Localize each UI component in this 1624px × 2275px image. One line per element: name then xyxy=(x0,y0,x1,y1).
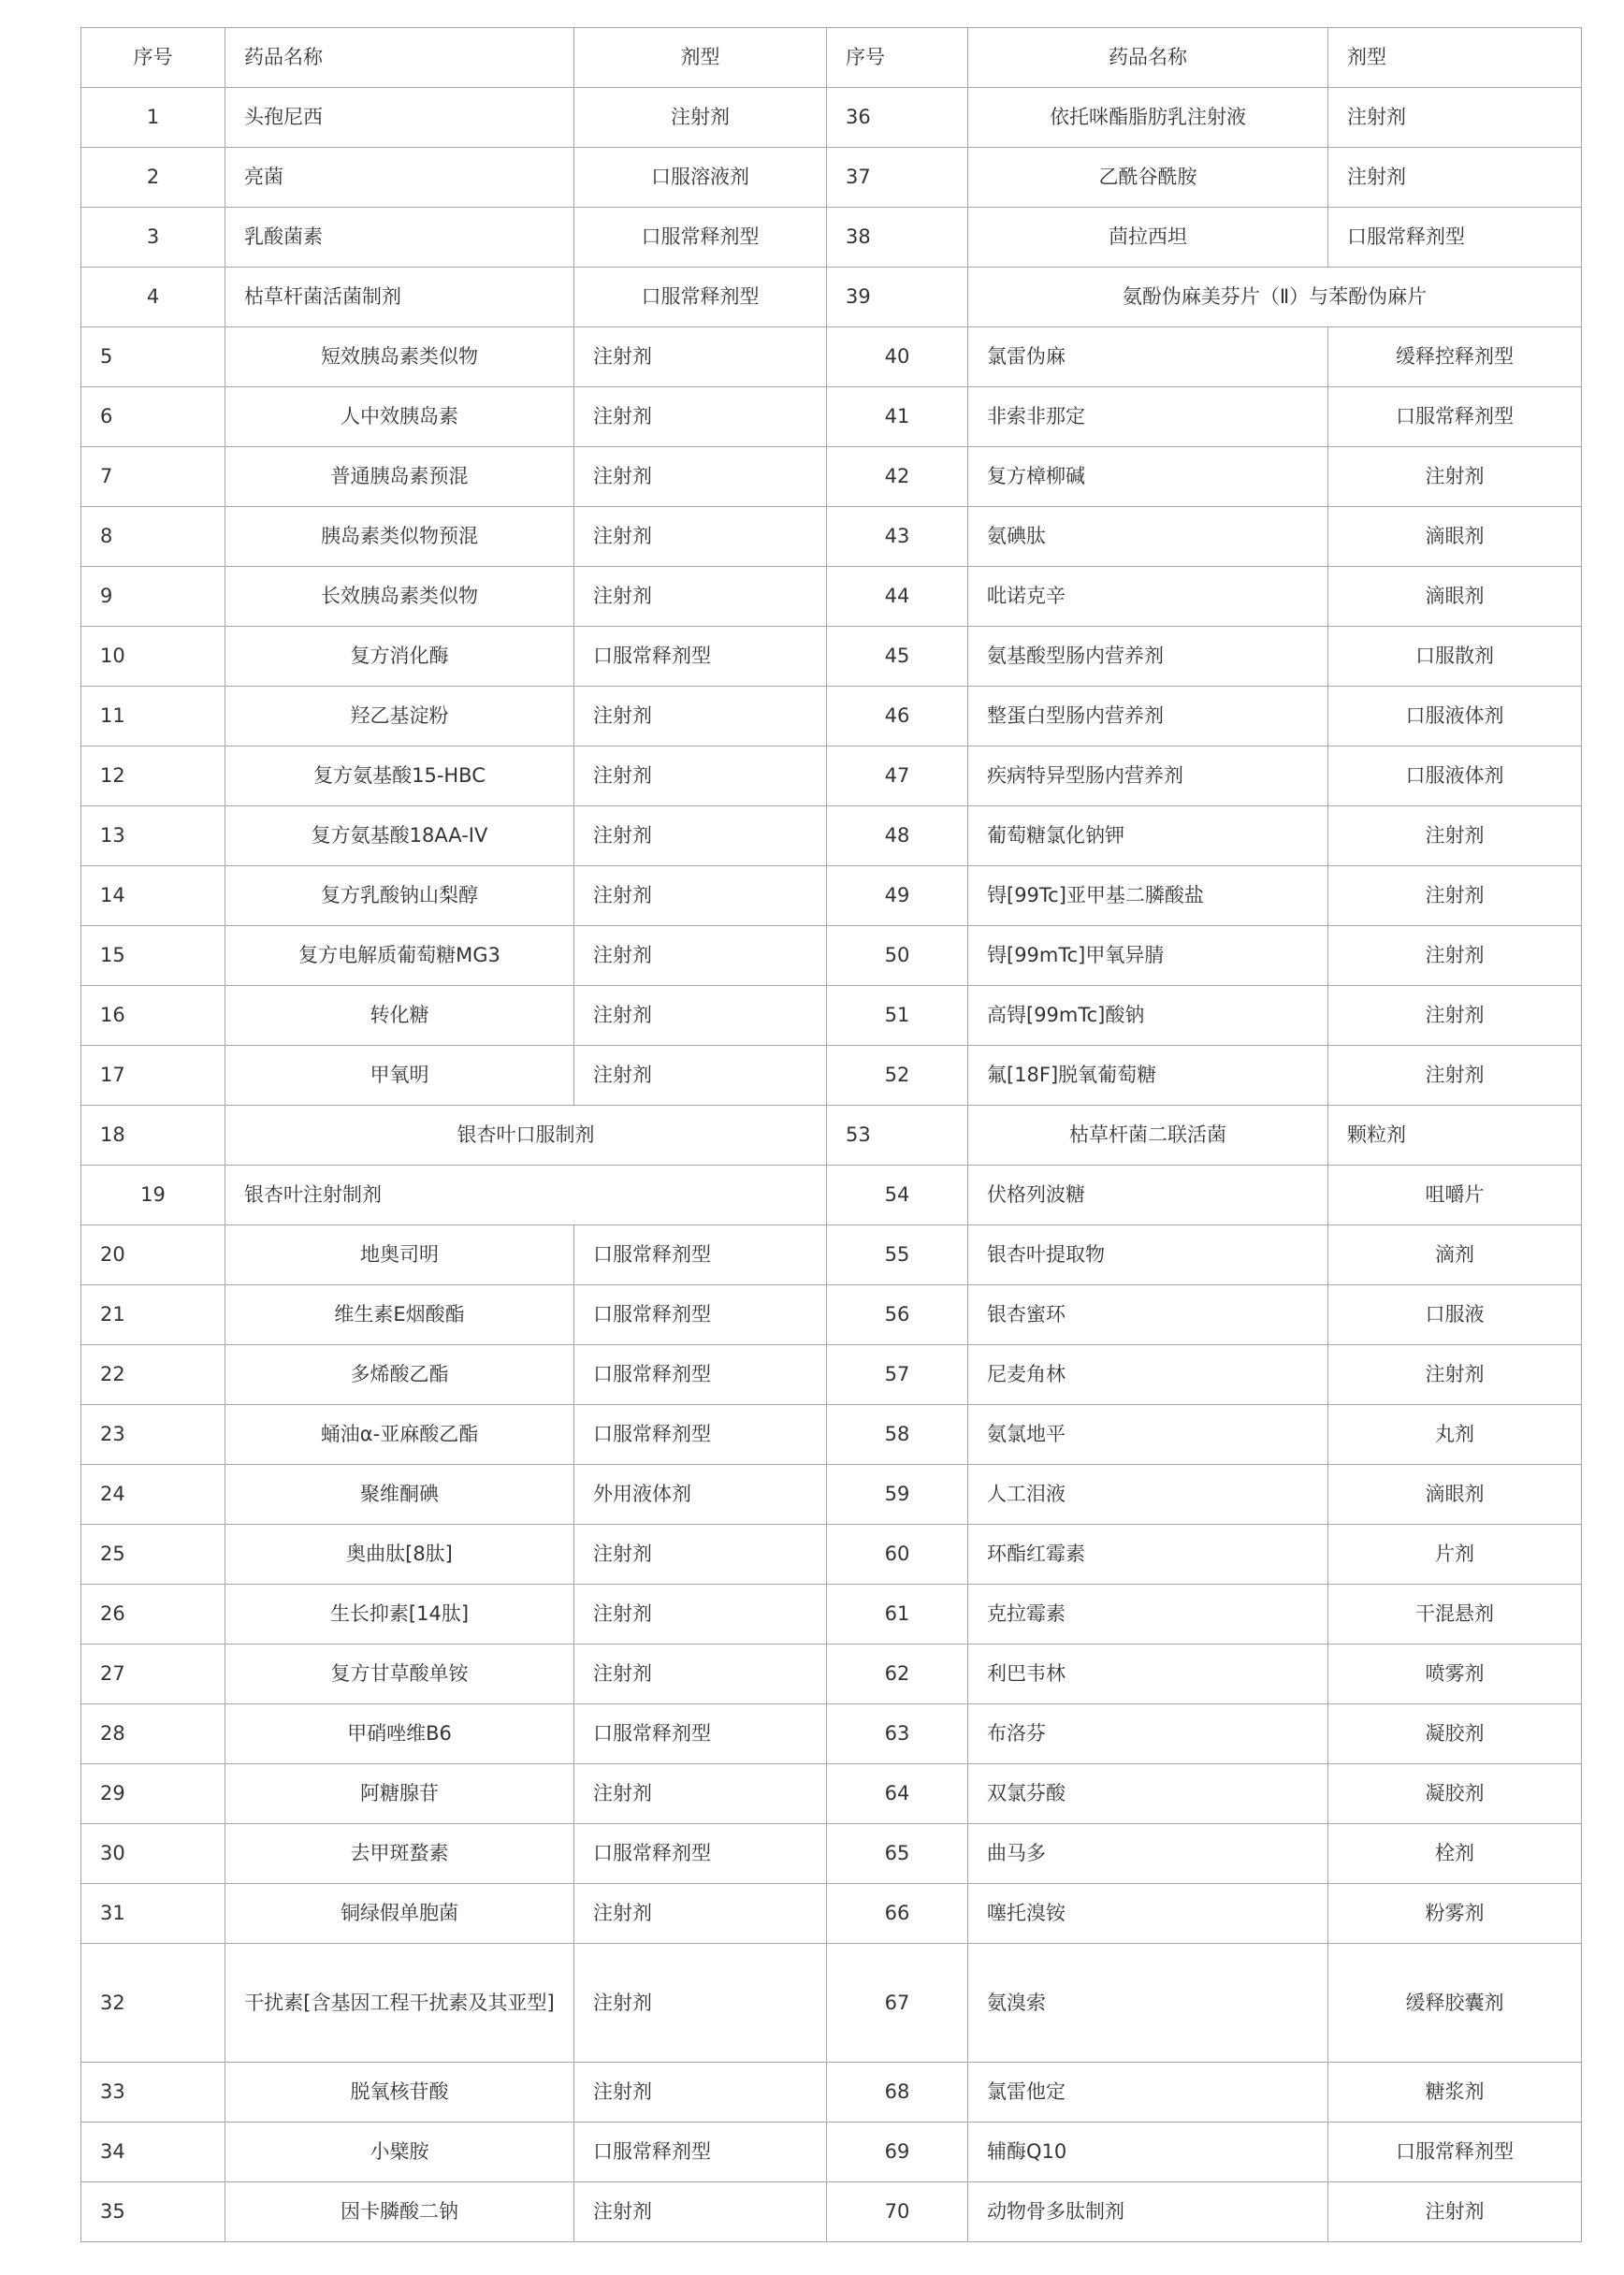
table-row xyxy=(81,1884,1582,1944)
table-row xyxy=(81,1764,1582,1824)
drug-dosage-form-cell-right: 丸剂 xyxy=(1328,1405,1582,1465)
drug-dosage-form-cell: 注射剂 xyxy=(574,926,827,986)
drug-index-cell-right: 50 xyxy=(827,926,968,986)
drug-dosage-form-cell-right: 注射剂 xyxy=(1328,1046,1582,1106)
drug-dosage-form-cell: 注射剂 xyxy=(574,806,827,866)
drug-index-cell: 24 xyxy=(81,1465,225,1525)
drug-index-cell: 1 xyxy=(81,88,225,148)
drug-dosage-form-cell-right: 口服常释剂型 xyxy=(1328,387,1582,447)
drug-dosage-form-cell: 注射剂 xyxy=(574,687,827,746)
drug-index-cell-right: 59 xyxy=(827,1465,968,1525)
drug-drug-name-cell: 小檗胺 xyxy=(225,2123,574,2182)
drug-drug-name-cell-right: 环酯红霉素 xyxy=(968,1525,1328,1585)
drug-index-cell: 8 xyxy=(81,507,225,567)
drug-dosage-form-cell-right: 注射剂 xyxy=(1328,2182,1582,2242)
drug-dosage-form-cell-right: 滴眼剂 xyxy=(1328,1465,1582,1525)
table-row xyxy=(81,1585,1582,1645)
drug-drug-name-cell: 短效胰岛素类似物 xyxy=(225,327,574,387)
drug-index-cell: 26 xyxy=(81,1585,225,1645)
table-row xyxy=(81,2182,1582,2242)
drug-drug-name-cell: 因卡膦酸二钠 xyxy=(225,2182,574,2242)
drug-index-cell: 13 xyxy=(81,806,225,866)
drug-index-cell: 10 xyxy=(81,627,225,687)
drug-drug-name-cell: 生长抑素[14肽] xyxy=(225,1585,574,1645)
drug-index-cell-right: 52 xyxy=(827,1046,968,1106)
table-row xyxy=(81,687,1582,746)
drug-dosage-form-cell-right: 缓释控释剂型 xyxy=(1328,327,1582,387)
drug-drug-name-cell: 维生素E烟酸酯 xyxy=(225,1285,574,1345)
drug-drug-name-cell: 聚维酮碘 xyxy=(225,1465,574,1525)
drug-dosage-form-cell: 注射剂 xyxy=(574,2063,827,2123)
drug-dosage-form-cell-right: 口服常释剂型 xyxy=(1328,208,1582,268)
table-row xyxy=(81,746,1582,806)
drug-index-cell: 14 xyxy=(81,866,225,926)
drug-drug-name-cell-right: 整蛋白型肠内营养剂 xyxy=(968,687,1328,746)
drug-index-cell-right: 42 xyxy=(827,447,968,507)
drug-drug-name-cell-right: 葡萄糖氯化钠钾 xyxy=(968,806,1328,866)
drug-drug-name-cell-right: 氯雷伪麻 xyxy=(968,327,1328,387)
drug-dosage-form-cell: 注射剂 xyxy=(574,1046,827,1106)
header-cell-dosage-form-right: 剂型 xyxy=(1328,28,1582,88)
drug-drug-name-cell-right: 氨溴索 xyxy=(968,1944,1328,2063)
drug-index-cell: 2 xyxy=(81,148,225,208)
drug-dosage-form-cell-right: 注射剂 xyxy=(1328,986,1582,1046)
table-row xyxy=(81,268,1582,327)
drug-drug-name-cell: 乳酸菌素 xyxy=(225,208,574,268)
drug-index-cell-right: 62 xyxy=(827,1645,968,1704)
drug-index-cell: 9 xyxy=(81,567,225,627)
drug-drug-name-cell: 多烯酸乙酯 xyxy=(225,1345,574,1405)
drug-drug-name-cell: 胰岛素类似物预混 xyxy=(225,507,574,567)
drug-index-cell-right: 69 xyxy=(827,2123,968,2182)
drug-drug-name-cell-right: 锝[99mTc]甲氧异腈 xyxy=(968,926,1328,986)
drug-dosage-form-cell: 口服常释剂型 xyxy=(574,1405,827,1465)
drug-drug-name-cell: 枯草杆菌活菌制剂 xyxy=(225,268,574,327)
drug-drug-name-cell: 复方电解质葡萄糖MG3 xyxy=(225,926,574,986)
drug-index-cell-right: 51 xyxy=(827,986,968,1046)
header-cell-index: 序号 xyxy=(81,28,225,88)
table-row xyxy=(81,986,1582,1046)
drug-index-cell: 25 xyxy=(81,1525,225,1585)
drug-drug-name-cell-right: 氨碘肽 xyxy=(968,507,1328,567)
drug-index-cell: 19 xyxy=(81,1166,225,1225)
drug-dosage-form-cell: 口服常释剂型 xyxy=(574,1704,827,1764)
drug-drug-name-cell-right: 动物骨多肽制剂 xyxy=(968,2182,1328,2242)
drug-drug-name-cell-right: 非索非那定 xyxy=(968,387,1328,447)
drug-dosage-form-cell-right: 注射剂 xyxy=(1328,1345,1582,1405)
drug-drug-name-cell-right: 噻托溴铵 xyxy=(968,1884,1328,1944)
drug-list-table xyxy=(80,27,1582,2242)
drug-index-cell-right: 38 xyxy=(827,208,968,268)
drug-index-cell-right: 43 xyxy=(827,507,968,567)
drug-index-cell: 34 xyxy=(81,2123,225,2182)
drug-index-cell: 17 xyxy=(81,1046,225,1106)
drug-drug-name-cell: 甲硝唑维B6 xyxy=(225,1704,574,1764)
drug-index-cell-right: 37 xyxy=(827,148,968,208)
header-cell-drug-name-right: 药品名称 xyxy=(968,28,1328,88)
drug-drug-name-cell-right: 乙酰谷酰胺 xyxy=(968,148,1328,208)
drug-index-cell-right: 65 xyxy=(827,1824,968,1884)
drug-drug-name-cell: 长效胰岛素类似物 xyxy=(225,567,574,627)
drug-dosage-form-cell-right: 口服液体剂 xyxy=(1328,687,1582,746)
drug-dosage-form-cell-right: 干混悬剂 xyxy=(1328,1585,1582,1645)
table-row xyxy=(81,327,1582,387)
drug-dosage-form-cell: 注射剂 xyxy=(574,507,827,567)
drug-drug-name-cell-right: 氟[18F]脱氧葡萄糖 xyxy=(968,1046,1328,1106)
table-header-row xyxy=(81,28,1582,88)
table-row xyxy=(81,507,1582,567)
drug-index-cell-right: 36 xyxy=(827,88,968,148)
drug-drug-name-cell: 羟乙基淀粉 xyxy=(225,687,574,746)
drug-drug-name-cell: 复方乳酸钠山梨醇 xyxy=(225,866,574,926)
drug-drug-name-cell-right: 高锝[99mTc]酸钠 xyxy=(968,986,1328,1046)
table-row xyxy=(81,387,1582,447)
drug-drug-name-cell: 复方氨基酸15-HBC xyxy=(225,746,574,806)
drug-dosage-form-cell-right: 滴眼剂 xyxy=(1328,567,1582,627)
table-row xyxy=(81,1824,1582,1884)
header-cell-index-right: 序号 xyxy=(827,28,968,88)
table-row xyxy=(81,1106,1582,1166)
drug-dosage-form-cell: 口服常释剂型 xyxy=(574,208,827,268)
drug-index-cell-right: 63 xyxy=(827,1704,968,1764)
table-row xyxy=(81,2063,1582,2123)
drug-dosage-form-cell-right: 凝胶剂 xyxy=(1328,1764,1582,1824)
table-row xyxy=(81,1944,1582,2063)
drug-index-cell-right: 48 xyxy=(827,806,968,866)
table-row xyxy=(81,208,1582,268)
drug-index-cell: 5 xyxy=(81,327,225,387)
table-row xyxy=(81,1465,1582,1525)
drug-drug-name-cell-right: 吡诺克辛 xyxy=(968,567,1328,627)
drug-dosage-form-cell: 注射剂 xyxy=(574,866,827,926)
drug-dosage-form-cell: 口服常释剂型 xyxy=(574,2123,827,2182)
table-row xyxy=(81,2123,1582,2182)
drug-drug-name-cell: 去甲斑蝥素 xyxy=(225,1824,574,1884)
drug-index-cell-right: 66 xyxy=(827,1884,968,1944)
drug-dosage-form-cell-right: 注射剂 xyxy=(1328,447,1582,507)
drug-dosage-form-cell-right: 凝胶剂 xyxy=(1328,1704,1582,1764)
drug-index-cell: 27 xyxy=(81,1645,225,1704)
drug-drug-name-cell-right: 茴拉西坦 xyxy=(968,208,1328,268)
drug-drug-name-cell-right: 曲马多 xyxy=(968,1824,1328,1884)
drug-dosage-form-cell: 注射剂 xyxy=(574,1525,827,1585)
drug-index-cell-right: 44 xyxy=(827,567,968,627)
drug-dosage-form-cell: 注射剂 xyxy=(574,1884,827,1944)
drug-index-cell-right: 58 xyxy=(827,1405,968,1465)
drug-drug-name-cell-right: 银杏蜜环 xyxy=(968,1285,1328,1345)
table-row xyxy=(81,926,1582,986)
drug-drug-name-cell: 复方氨基酸18AA-IV xyxy=(225,806,574,866)
drug-index-cell: 4 xyxy=(81,268,225,327)
drug-index-cell-right: 46 xyxy=(827,687,968,746)
drug-index-cell: 31 xyxy=(81,1884,225,1944)
drug-index-cell: 28 xyxy=(81,1704,225,1764)
drug-dosage-form-cell: 注射剂 xyxy=(574,1764,827,1824)
drug-index-cell: 35 xyxy=(81,2182,225,2242)
drug-index-cell-right: 60 xyxy=(827,1525,968,1585)
table-row xyxy=(81,627,1582,687)
table-row xyxy=(81,1704,1582,1764)
drug-index-cell-right: 47 xyxy=(827,746,968,806)
drug-index-cell-right: 61 xyxy=(827,1585,968,1645)
drug-dosage-form-cell-right: 滴剂 xyxy=(1328,1225,1582,1285)
drug-drug-name-cell: 人中效胰岛素 xyxy=(225,387,574,447)
drug-index-cell: 3 xyxy=(81,208,225,268)
drug-index-cell: 7 xyxy=(81,447,225,507)
table-row xyxy=(81,88,1582,148)
drug-index-cell-right: 41 xyxy=(827,387,968,447)
drug-dosage-form-cell-right: 粉雾剂 xyxy=(1328,1884,1582,1944)
drug-index-cell-right: 45 xyxy=(827,627,968,687)
drug-dosage-form-cell-right: 注射剂 xyxy=(1328,148,1582,208)
drug-name-cell: 银杏叶口服制剂 xyxy=(225,1106,827,1166)
drug-dosage-form-cell-right: 口服常释剂型 xyxy=(1328,2123,1582,2182)
drug-index-cell: 11 xyxy=(81,687,225,746)
drug-dosage-form-cell-right: 缓释胶囊剂 xyxy=(1328,1944,1582,2063)
drug-drug-name-cell: 蛹油α-亚麻酸乙酯 xyxy=(225,1405,574,1465)
drug-index-cell-right: 68 xyxy=(827,2063,968,2123)
drug-dosage-form-cell: 注射剂 xyxy=(574,746,827,806)
drug-index-cell: 12 xyxy=(81,746,225,806)
drug-index-cell-right: 39 xyxy=(827,268,968,327)
drug-index-cell: 21 xyxy=(81,1285,225,1345)
drug-drug-name-cell: 铜绿假单胞菌 xyxy=(225,1884,574,1944)
drug-dosage-form-cell: 注射剂 xyxy=(574,88,827,148)
drug-dosage-form-cell: 注射剂 xyxy=(574,986,827,1046)
drug-drug-name-cell: 脱氧核苷酸 xyxy=(225,2063,574,2123)
drug-drug-name-cell-right: 锝[99Tc]亚甲基二膦酸盐 xyxy=(968,866,1328,926)
drug-drug-name-cell-right: 枯草杆菌二联活菌 xyxy=(968,1106,1328,1166)
drug-dosage-form-cell: 口服常释剂型 xyxy=(574,1824,827,1884)
table-row xyxy=(81,567,1582,627)
drug-index-cell-right: 53 xyxy=(827,1106,968,1166)
drug-dosage-form-cell: 注射剂 xyxy=(574,567,827,627)
table-row xyxy=(81,806,1582,866)
drug-drug-name-cell-right: 布洛芬 xyxy=(968,1704,1328,1764)
table-row xyxy=(81,1046,1582,1106)
drug-drug-name-cell: 甲氧明 xyxy=(225,1046,574,1106)
drug-drug-name-cell-right: 利巴韦林 xyxy=(968,1645,1328,1704)
drug-dosage-form-cell: 口服常释剂型 xyxy=(574,627,827,687)
drug-index-cell: 6 xyxy=(81,387,225,447)
drug-drug-name-cell-right: 银杏叶提取物 xyxy=(968,1225,1328,1285)
drug-dosage-form-cell-right: 咀嚼片 xyxy=(1328,1166,1582,1225)
drug-drug-name-cell-right: 双氯芬酸 xyxy=(968,1764,1328,1824)
drug-drug-name-cell-right: 辅酶Q10 xyxy=(968,2123,1328,2182)
drug-drug-name-cell-right: 依托咪酯脂肪乳注射液 xyxy=(968,88,1328,148)
drug-drug-name-cell-right: 复方樟柳碱 xyxy=(968,447,1328,507)
table-row xyxy=(81,447,1582,507)
drug-dosage-form-cell-right: 糖浆剂 xyxy=(1328,2063,1582,2123)
drug-index-cell-right: 64 xyxy=(827,1764,968,1824)
drug-drug-name-cell-right: 疾病特异型肠内营养剂 xyxy=(968,746,1328,806)
drug-dosage-form-cell: 口服常释剂型 xyxy=(574,1345,827,1405)
drug-drug-name-cell: 头孢尼西 xyxy=(225,88,574,148)
drug-index-cell-right: 57 xyxy=(827,1345,968,1405)
drug-index-cell-right: 54 xyxy=(827,1166,968,1225)
drug-index-cell: 23 xyxy=(81,1405,225,1465)
drug-dosage-form-cell-right: 注射剂 xyxy=(1328,866,1582,926)
drug-drug-name-cell: 复方消化酶 xyxy=(225,627,574,687)
drug-dosage-form-cell: 注射剂 xyxy=(574,1585,827,1645)
drug-index-cell-right: 67 xyxy=(827,1944,968,2063)
drug-drug-name-cell-right: 克拉霉素 xyxy=(968,1585,1328,1645)
drug-drug-name-cell: 亮菌 xyxy=(225,148,574,208)
header-cell-drug-name: 药品名称 xyxy=(225,28,574,88)
drug-dosage-form-cell-right: 注射剂 xyxy=(1328,926,1582,986)
drug-index-cell-right: 70 xyxy=(827,2182,968,2242)
drug-dosage-form-cell: 注射剂 xyxy=(574,387,827,447)
drug-drug-name-cell-right: 伏格列波糖 xyxy=(968,1166,1328,1225)
drug-index-cell: 15 xyxy=(81,926,225,986)
drug-dosage-form-cell-right: 注射剂 xyxy=(1328,806,1582,866)
drug-index-cell: 33 xyxy=(81,2063,225,2123)
drug-drug-name-cell: 普通胰岛素预混 xyxy=(225,447,574,507)
drug-dosage-form-cell: 口服溶液剂 xyxy=(574,148,827,208)
drug-dosage-form-cell: 外用液体剂 xyxy=(574,1465,827,1525)
drug-drug-name-cell-right: 人工泪液 xyxy=(968,1465,1328,1525)
drug-drug-name-cell: 地奥司明 xyxy=(225,1225,574,1285)
table-row xyxy=(81,1166,1582,1225)
drug-dosage-form-cell-right: 注射剂 xyxy=(1328,88,1582,148)
table-row xyxy=(81,866,1582,926)
drug-drug-name-cell: 复方甘草酸单铵 xyxy=(225,1645,574,1704)
table-row xyxy=(81,1645,1582,1704)
drug-drug-name-cell-right: 氯雷他定 xyxy=(968,2063,1328,2123)
drug-dosage-form-cell-right: 栓剂 xyxy=(1328,1824,1582,1884)
table-row xyxy=(81,1225,1582,1285)
drug-dosage-form-cell-right: 片剂 xyxy=(1328,1525,1582,1585)
table-row xyxy=(81,1525,1582,1585)
drug-index-cell: 30 xyxy=(81,1824,225,1884)
drug-name-cell: 银杏叶注射制剂 xyxy=(225,1166,827,1225)
drug-drug-name-cell: 干扰素[含基因工程干扰素及其亚型] xyxy=(225,1944,574,2063)
table-row xyxy=(81,148,1582,208)
drug-index-cell: 22 xyxy=(81,1345,225,1405)
drug-index-cell-right: 56 xyxy=(827,1285,968,1345)
drug-dosage-form-cell-right: 滴眼剂 xyxy=(1328,507,1582,567)
table-row xyxy=(81,1345,1582,1405)
drug-dosage-form-cell-right: 喷雾剂 xyxy=(1328,1645,1582,1704)
drug-index-cell-right: 40 xyxy=(827,327,968,387)
drug-dosage-form-cell: 口服常释剂型 xyxy=(574,1225,827,1285)
header-cell-dosage-form: 剂型 xyxy=(574,28,827,88)
drug-index-cell: 32 xyxy=(81,1944,225,2063)
drug-drug-name-cell-right: 氨氯地平 xyxy=(968,1405,1328,1465)
drug-index-cell: 16 xyxy=(81,986,225,1046)
drug-index-cell: 29 xyxy=(81,1764,225,1824)
drug-dosage-form-cell: 注射剂 xyxy=(574,2182,827,2242)
drug-name-cell-right: 氨酚伪麻美芬片（Ⅱ）与苯酚伪麻片 xyxy=(968,268,1582,327)
drug-drug-name-cell: 奥曲肽[8肽] xyxy=(225,1525,574,1585)
drug-index-cell-right: 49 xyxy=(827,866,968,926)
drug-dosage-form-cell: 注射剂 xyxy=(574,447,827,507)
drug-index-cell: 20 xyxy=(81,1225,225,1285)
drug-dosage-form-cell-right: 口服液 xyxy=(1328,1285,1582,1345)
table-row xyxy=(81,1285,1582,1345)
drug-index-cell: 18 xyxy=(81,1106,225,1166)
drug-index-cell-right: 55 xyxy=(827,1225,968,1285)
drug-dosage-form-cell: 注射剂 xyxy=(574,1645,827,1704)
drug-drug-name-cell-right: 尼麦角林 xyxy=(968,1345,1328,1405)
drug-drug-name-cell-right: 氨基酸型肠内营养剂 xyxy=(968,627,1328,687)
drug-dosage-form-cell: 口服常释剂型 xyxy=(574,1285,827,1345)
drug-dosage-form-cell-right: 颗粒剂 xyxy=(1328,1106,1582,1166)
drug-dosage-form-cell-right: 口服液体剂 xyxy=(1328,746,1582,806)
drug-table-body xyxy=(81,28,1582,2242)
drug-dosage-form-cell-right: 口服散剂 xyxy=(1328,627,1582,687)
drug-drug-name-cell: 阿糖腺苷 xyxy=(225,1764,574,1824)
drug-dosage-form-cell: 注射剂 xyxy=(574,327,827,387)
drug-dosage-form-cell: 口服常释剂型 xyxy=(574,268,827,327)
drug-drug-name-cell: 转化糖 xyxy=(225,986,574,1046)
drug-dosage-form-cell: 注射剂 xyxy=(574,1944,827,2063)
table-row xyxy=(81,1405,1582,1465)
